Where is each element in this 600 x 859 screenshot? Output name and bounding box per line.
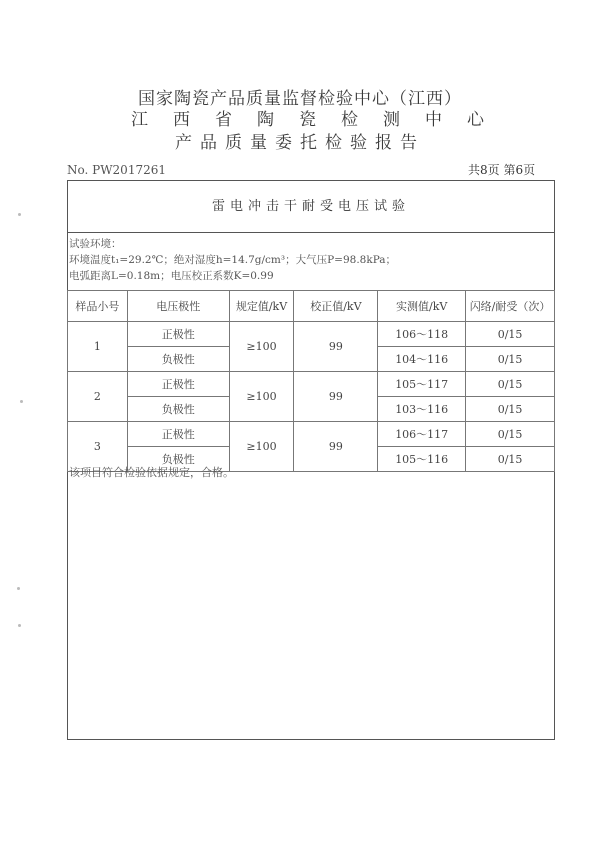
arc-distance-conditions: 电弧距离L=0.18m；电压校正系数K=0.99 (69, 270, 274, 282)
flashover-result: 0/15 (466, 422, 555, 447)
header-flashover: 闪络/耐受（次） (466, 291, 555, 322)
specified-value: ≥100 (229, 322, 294, 372)
polarity: 正极性 (127, 322, 229, 347)
polarity: 正极性 (127, 372, 229, 397)
specified-value: ≥100 (229, 422, 294, 472)
corrected-value: 99 (294, 372, 378, 422)
flashover-result: 0/15 (466, 447, 555, 472)
flashover-result: 0/15 (466, 322, 555, 347)
flashover-result: 0/15 (466, 347, 555, 372)
measured-value: 104～116 (378, 347, 466, 372)
sample-no: 1 (68, 322, 128, 372)
conditions-label: 试验环境： (69, 238, 122, 250)
measured-value: 106～118 (378, 322, 466, 347)
corrected-value: 99 (294, 422, 378, 472)
header-corrected: 校正值/kV (294, 291, 378, 322)
sample-no: 2 (68, 372, 128, 422)
header-polarity: 电压极性 (127, 291, 229, 322)
measured-value: 103～116 (378, 397, 466, 422)
specified-value: ≥100 (229, 372, 294, 422)
polarity: 负极性 (127, 347, 229, 372)
table-row (68, 422, 555, 447)
sample-no: 3 (68, 422, 128, 472)
environment-conditions: 环境温度t₁=29.2℃；绝对湿度h=14.7g/cm³；大气压P=98.8kPa； (69, 254, 397, 266)
report-type-title: 产品质量委托检验报告 (175, 133, 425, 153)
corrected-value: 99 (294, 322, 378, 372)
header-sample-no: 样品小号 (68, 291, 128, 322)
header-specified: 规定值/kV (229, 291, 294, 322)
table-row (68, 322, 555, 347)
flashover-result: 0/15 (466, 397, 555, 422)
polarity: 正极性 (127, 422, 229, 447)
polarity: 负极性 (127, 397, 229, 422)
polarity: 负极性 (127, 447, 229, 472)
measured-value: 105～116 (378, 447, 466, 472)
measured-value: 106～117 (378, 422, 466, 447)
center-subname: 江西省陶瓷检测中心 (131, 110, 509, 130)
scan-speck (20, 400, 23, 403)
scan-speck (18, 624, 21, 627)
measured-value: 105～117 (378, 372, 466, 397)
scan-speck (18, 213, 21, 216)
header-measured: 实测值/kV (378, 291, 466, 322)
results-table (67, 290, 555, 472)
flashover-result: 0/15 (466, 372, 555, 397)
center-name: 国家陶瓷产品质量监督检验中心（江西） (138, 89, 462, 109)
test-title: 雷电冲击干耐受电压试验 (68, 181, 554, 233)
report-number: No. PW2017261 (67, 163, 166, 177)
table-header-row (68, 291, 555, 322)
table-row (68, 372, 555, 397)
conclusion-text: 该项目符合检验依据规定，合格。 (69, 466, 234, 479)
scan-speck (17, 587, 20, 590)
page-count: 共8页 第6页 (468, 163, 536, 177)
